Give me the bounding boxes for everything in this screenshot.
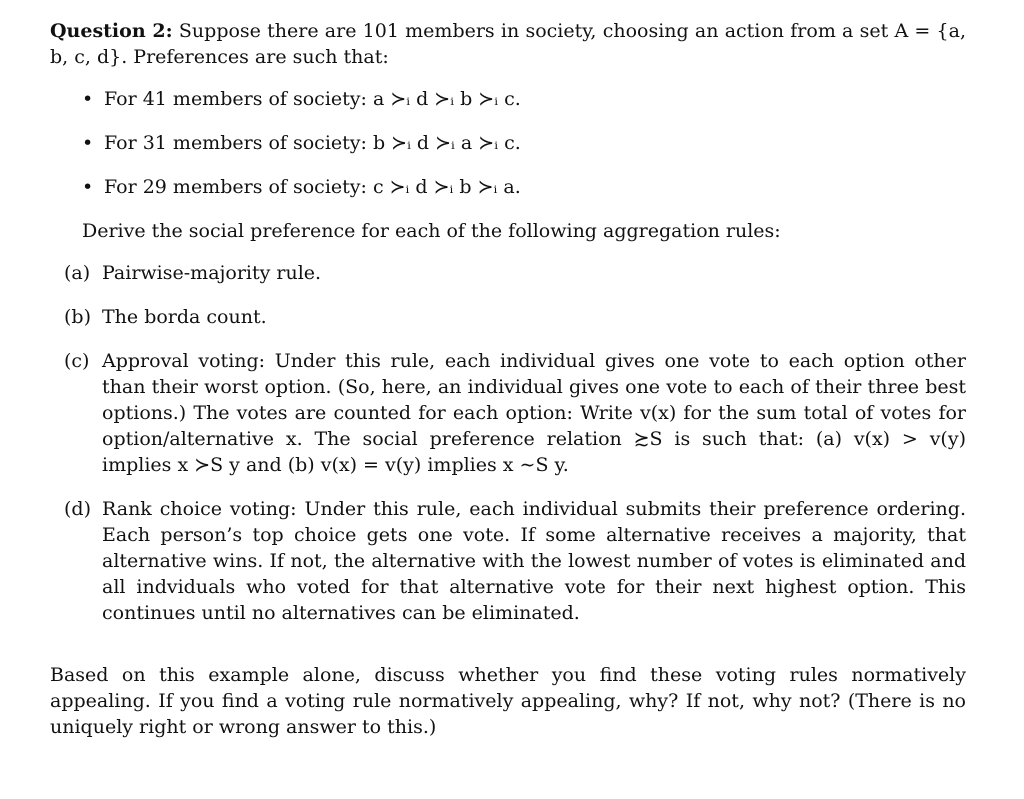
preference-item: • For 31 members of society: b ≻ᵢ d ≻ᵢ a ≻ᵢ c.	[82, 130, 966, 156]
preference-item: • For 29 members of society: c ≻ᵢ d ≻ᵢ b ≻ᵢ a.	[82, 174, 966, 200]
preference-list	[50, 86, 966, 200]
part-marker: (b)	[64, 306, 91, 328]
part-marker: (d)	[64, 498, 91, 520]
part-text: The borda count.	[102, 306, 267, 328]
part-text: Approval voting: Under this rule, each individual gives one vote to each option other than their worst option. (So, here, an individual gives one vote to each of their three best options.) The votes are counted for each option: Write v(x) for the sum total of votes for option/alternative x. The social preference relation ≿S is such that: (a) v(x) > v(y) implies x ≻S y and (b) v(x) = v(y) implies x ∼S y.	[102, 350, 966, 476]
part-marker: (c)	[64, 350, 90, 372]
derive-instruction: Derive the social preference for each of the following aggregation rules:	[82, 220, 781, 242]
part-text: Rank choice voting: Under this rule, each individual submits their preference ordering. Each person’s top choice gets one vote. If some alternative receives a majority, that alternative wins. If not, the alternative with the lowest number of votes is eliminated and all indviduals who voted for that alternative vote for their next highest option. This continues until no alternatives can be eliminated.	[102, 498, 966, 624]
part-text: Pairwise-majority rule.	[102, 262, 322, 284]
part-a	[64, 260, 966, 286]
question-intro: Suppose there are 101 members in society, choosing an action from a set A = {a, b, c, d}. Preferences are such that:	[50, 20, 966, 68]
part-b	[64, 304, 966, 330]
question-header	[50, 18, 966, 70]
part-d	[64, 496, 966, 626]
closing-paragraph: Based on this example alone, discuss whether you find these voting rules normatively appealing. If you find a voting rule normatively appealing, why? If not, why not? (There is no uniquely right or wrong answer to this.)	[50, 664, 966, 738]
part-marker: (a)	[64, 262, 91, 284]
parts-list	[50, 260, 966, 626]
part-c	[64, 348, 966, 478]
preference-item: • For 41 members of society: a ≻ᵢ d ≻ᵢ b ≻ᵢ c.	[82, 86, 966, 112]
question-label: Question 2:	[50, 20, 173, 42]
